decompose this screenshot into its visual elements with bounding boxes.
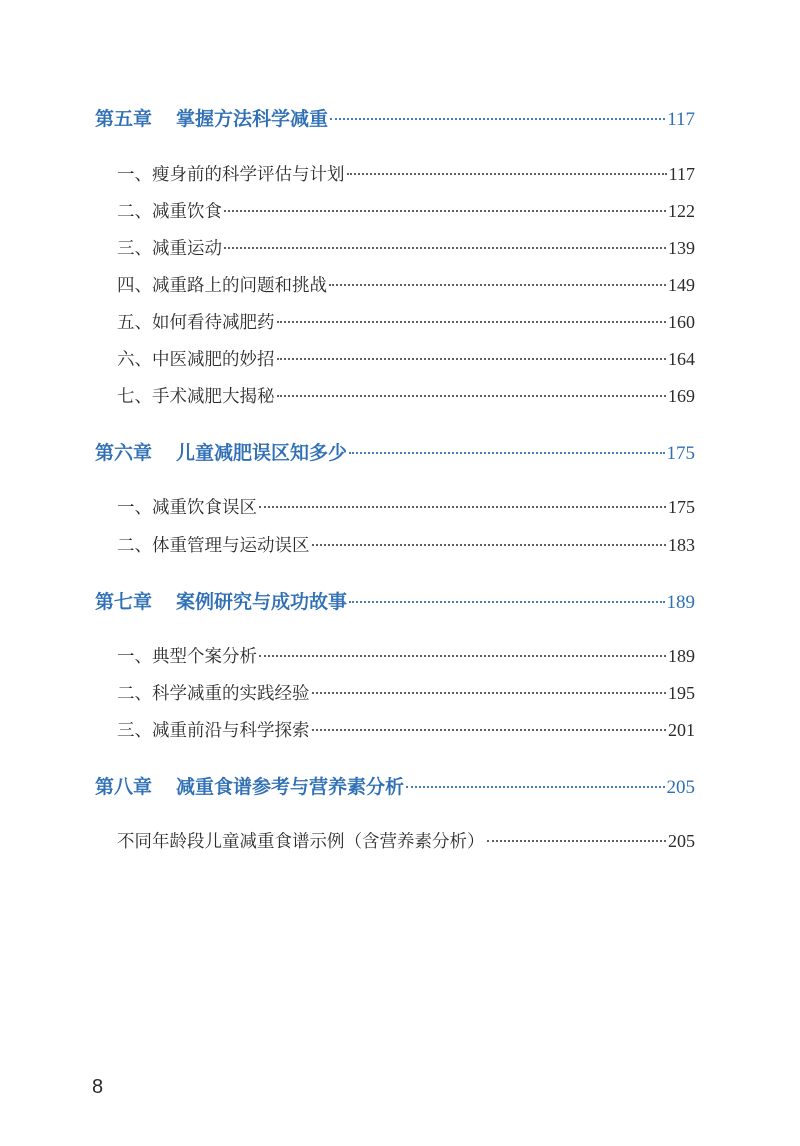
dot-leader	[487, 840, 667, 842]
chapter-heading	[95, 438, 347, 465]
section-page-number: 189	[668, 646, 695, 666]
section-title: 二、科学减重的实践经验	[117, 684, 310, 704]
chapter-page-number: 175	[666, 443, 695, 464]
section-page-number: 169	[668, 386, 695, 406]
chapter-number: 第七章	[95, 591, 153, 613]
section-page-number: 149	[668, 275, 695, 295]
toc-section-5-7[interactable]	[117, 383, 695, 408]
section-page-number: 139	[668, 238, 695, 258]
dot-leader	[259, 506, 666, 508]
dot-leader	[330, 118, 665, 120]
toc-section-7-2[interactable]	[117, 680, 695, 705]
dot-leader	[224, 247, 666, 249]
section-title: 三、减重前沿与科学探索	[117, 721, 310, 741]
dot-leader	[312, 544, 667, 546]
section-title: 六、中医减肥的妙招	[117, 350, 275, 370]
dot-leader	[277, 395, 667, 397]
dot-leader	[224, 210, 666, 212]
section-page-number: 201	[668, 720, 695, 740]
section-title: 一、瘦身前的科学评估与计划	[117, 165, 345, 185]
section-title: 二、减重饮食	[117, 202, 222, 222]
toc-section-7-1[interactable]	[117, 643, 695, 668]
toc-chapter-6[interactable]	[95, 438, 695, 465]
chapter-page-number: 189	[666, 592, 695, 613]
section-page-number: 117	[668, 164, 695, 184]
section-page-number: 195	[668, 683, 695, 703]
dot-leader	[349, 601, 664, 603]
section-title: 七、手术减肥大揭秘	[117, 387, 275, 407]
section-title: 五、如何看待减肥药	[117, 313, 275, 333]
section-title: 二、体重管理与运动误区	[117, 536, 310, 556]
chapter-title: 减重食谱参考与营养素分析	[176, 776, 405, 798]
page-number: 8	[92, 1076, 104, 1098]
toc-section-5-1[interactable]	[117, 161, 695, 186]
toc-section-5-5[interactable]	[117, 309, 695, 334]
dot-leader	[277, 358, 667, 360]
chapter-number: 第八章	[95, 776, 153, 798]
toc-section-6-2[interactable]	[117, 532, 695, 557]
toc-section-5-3[interactable]	[117, 235, 695, 260]
section-page-number: 160	[668, 312, 695, 332]
chapter-heading	[95, 587, 347, 614]
chapter-page-number: 117	[667, 109, 695, 130]
section-page-number: 175	[668, 497, 695, 517]
toc-chapter-8[interactable]	[95, 772, 695, 799]
dot-leader	[406, 786, 664, 788]
toc-section-8-1[interactable]	[117, 828, 695, 853]
section-title: 三、减重运动	[117, 239, 222, 259]
toc-section-7-3[interactable]	[117, 717, 695, 742]
dot-leader	[329, 284, 666, 286]
chapter-number: 第五章	[95, 108, 153, 130]
section-title: 不同年龄段儿童减重食谱示例（含营养素分析）	[117, 832, 485, 852]
chapter-title: 儿童减肥误区知多少	[176, 442, 348, 464]
chapter-title: 掌握方法科学减重	[176, 108, 329, 130]
section-page-number: 122	[668, 201, 695, 221]
section-title: 四、减重路上的问题和挑战	[117, 276, 327, 296]
section-title: 一、典型个案分析	[117, 647, 257, 667]
section-page-number: 164	[668, 349, 695, 369]
chapter-page-number: 205	[666, 777, 695, 798]
dot-leader	[347, 173, 667, 175]
toc-section-6-1[interactable]	[117, 494, 695, 519]
toc-section-5-6[interactable]	[117, 346, 695, 371]
dot-leader	[312, 692, 667, 694]
section-title: 一、减重饮食误区	[117, 498, 257, 518]
dot-leader	[349, 452, 664, 454]
section-page-number: 205	[668, 831, 695, 851]
chapter-heading	[95, 772, 404, 799]
dot-leader	[312, 729, 667, 731]
section-page-number: 183	[668, 535, 695, 555]
toc-chapter-5[interactable]	[95, 104, 695, 131]
toc-section-5-4[interactable]	[117, 272, 695, 297]
toc-chapter-7[interactable]	[95, 587, 695, 614]
dot-leader	[259, 655, 666, 657]
chapter-heading	[95, 104, 328, 131]
toc-section-5-2[interactable]	[117, 198, 695, 223]
chapter-number: 第六章	[95, 442, 153, 464]
chapter-title: 案例研究与成功故事	[176, 591, 348, 613]
dot-leader	[277, 321, 667, 323]
